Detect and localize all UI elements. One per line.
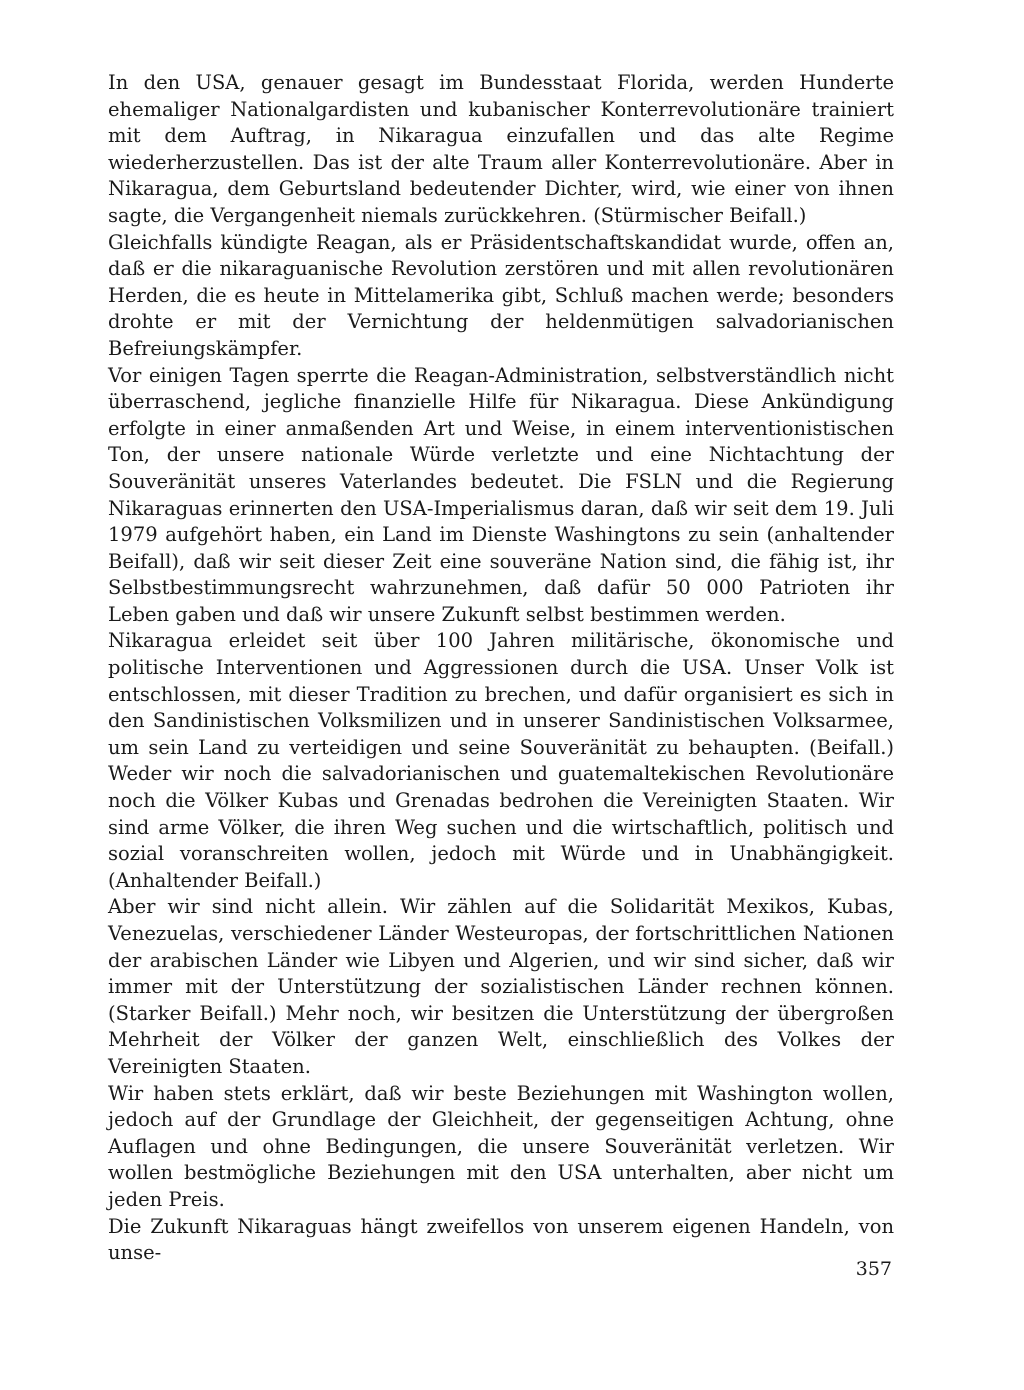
- paragraph-4: Nikaragua erleidet seit über 100 Jahren militärische, ökonomische und politische Interventionen und Aggressionen durch die USA. Unser Volk ist entschlossen, mit dieser Tradition zu brechen, und dafür organisiert es sich in den Sandinistischen Volksmilizen und in unserer Sandinistischen Volksarmee, um sein Land zu verteidigen und seine Souveränität zu behaupten. (Beifall.) Weder wir noch die salvadorianischen und guatemaltekischen Revolutionäre noch die Völker Kubas und Grenadas bedrohen die Vereinigten Staaten. Wir sind arme Völker, die ihren Weg suchen und die wirtschaftlich, politisch und sozial voranschreiten wollen, jedoch mit Würde und in Unabhängigkeit. (Anhaltender Beifall.): [108, 629, 894, 892]
- page-number: 357: [855, 1258, 892, 1280]
- paragraph-1: In den USA, genauer gesagt im Bundesstaat Florida, werden Hunderte ehemaliger Nationalgardisten und kubanischer Konterrevolutionäre trainiert mit dem Auftrag, in Nikaragua einzufallen und das alte Regime wiederherzustellen. Das ist der alte Traum aller Konterrevolutionäre. Aber in Nikaragua, dem Geburtsland bedeutender Dichter, wird, wie einer von ihnen sagte, die Vergangenheit niemals zurückkehren. (Stürmischer Beifall.): [108, 71, 894, 227]
- paragraph-5: Aber wir sind nicht allein. Wir zählen auf die Solidarität Mexikos, Kubas, Venezuelas, verschiedener Länder Westeuropas, der fortschrittlichen Nationen der arabischen Länder wie Libyen und Algerien, und wir sind sicher, daß wir immer mit der Unterstützung der sozialistischen Länder rechnen können. (Starker Beifall.) Mehr noch, wir besitzen die Unterstützung der übergroßen Mehrheit der Völker der ganzen Welt, einschließlich des Volkes der Vereinigten Staaten.: [108, 895, 894, 1078]
- paragraph-3: Vor einigen Tagen sperrte die Reagan-Administration, selbstverständlich nicht überraschend, jegliche finanzielle Hilfe für Nikaragua. Diese Ankündigung erfolgte in einer anmaßenden Art und Weise, in einem interventionistischen Ton, der unsere nationale Würde verletzte und eine Nichtachtung der Souveränität unseres Vaterlandes bedeutet. Die FSLN und die Regierung Nikaraguas erinnerten den USA-Imperialismus daran, daß wir seit dem 19. Juli 1979 aufgehört haben, ein Land im Dienste Washingtons zu sein (anhaltender Beifall), daß wir seit dieser Zeit eine souveräne Nation sind, die fähig ist, ihr Selbstbestimmungsrecht wahrzunehmen, daß dafür 50 000 Patrioten ihr Leben gaben und daß wir unsere Zukunft selbst bestimmen werden.: [108, 363, 894, 626]
- paragraph-6: Wir haben stets erklärt, daß wir beste Beziehungen mit Washington wollen, jedoch auf der Grundlage der Gleichheit, der gegenseitigen Achtung, ohne Auflagen und ohne Bedingungen, die unsere Souveränität verletzen. Wir wollen bestmögliche Beziehungen mit den USA unterhalten, aber nicht um jeden Preis.: [108, 1081, 894, 1211]
- paragraph-7: Die Zukunft Nikaraguas hängt zweifellos von unserem eigenen Handeln, von unse-: [108, 1214, 894, 1265]
- paragraph-2: Gleichfalls kündigte Reagan, als er Präsidentschaftskandidat wurde, offen an, daß er die nikaraguanische Revolution zerstören und mit allen revolutionären Herden, die es heute in Mittelamerika gibt, Schluß machen werde; besonders drohte er mit der Vernichtung der heldenmütigen salvadorianischen Befreiungskämpfer.: [108, 230, 894, 360]
- body-text: [108, 70, 894, 1267]
